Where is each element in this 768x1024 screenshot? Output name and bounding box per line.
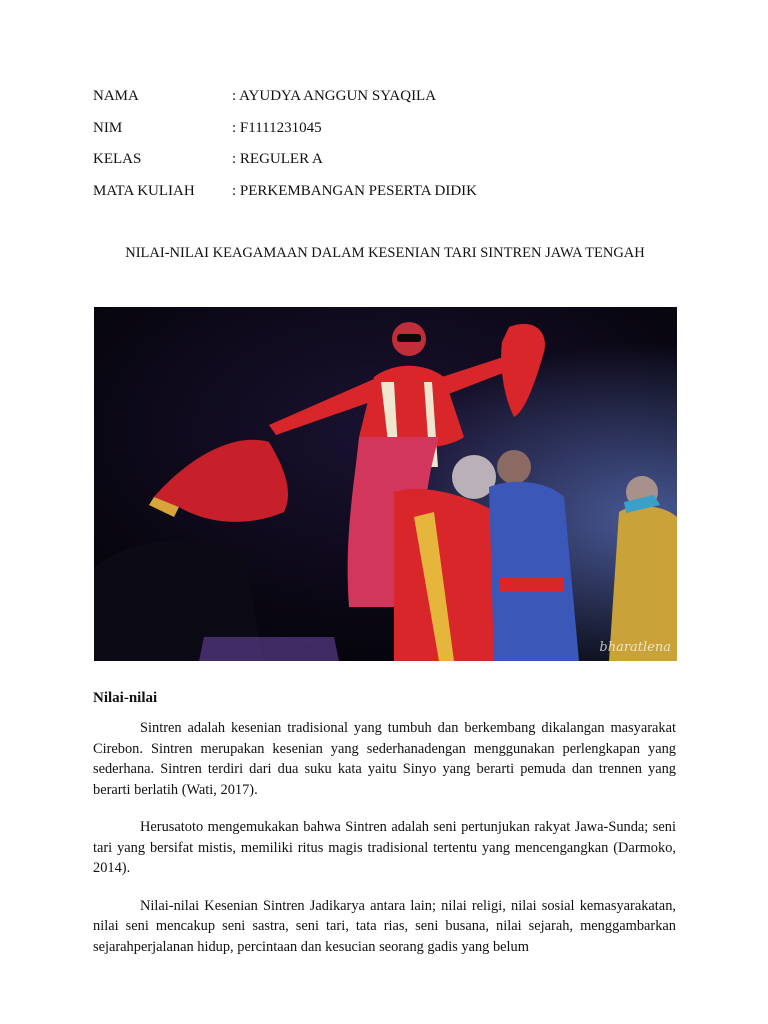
section-heading: Nilai-nilai	[93, 690, 158, 706]
paragraph: Nilai-nilai Kesenian Sintren Jadikarya antara lain; nilai religi, nilai sosial kemasyarakatan, nilai seni mencakup seni sastra, seni tari, tata rias, seni busana, nilai sejarah, menggambarkan sejarahperjalanan hidup, percintaan dan kesucian seorang gadis yang belum	[93, 897, 676, 955]
document-title: NILAI-NILAI KEAGAMAAN DALAM KESENIAN TARI SINTREN JAWA TENGAH	[125, 245, 645, 261]
info-row-nim	[93, 118, 693, 150]
sintren-dance-photo	[94, 307, 677, 661]
info-value: : REGULER A	[232, 151, 323, 167]
student-info	[93, 86, 693, 212]
info-value: : F1111231045	[232, 119, 322, 136]
paragraph: Herusatoto mengemukakan bahwa Sintren adalah seni pertunjukan rakyat Jawa-Sunda; seni tari yang bersifat mistis, memiliki ritus magis tradisional tertentu yang mencengangkan (Darmoko, 2014).	[93, 819, 676, 876]
info-label: MATA KULIAH	[93, 182, 195, 199]
paragraph: Sintren adalah kesenian tradisional yang tumbuh dan berkembang dikalangan masyarakat Cirebon. Sintren merupakan kesenian yang sederhanadengan menggunakan perlengkapan yang sederhana. Sintren terdiri dari dua suku kata yaitu Sinyo yang berarti pemuda dan trennen yang berarti berlatih (Wati, 2017).	[93, 720, 676, 798]
info-row-mata-kuliah	[93, 181, 693, 213]
info-label: NIM	[93, 119, 123, 136]
body-text	[93, 718, 676, 974]
info-value: : AYUDYA ANGGUN SYAQILA	[232, 88, 437, 104]
info-label: KELAS	[93, 151, 142, 167]
info-row-nama	[93, 86, 693, 118]
info-label: NAMA	[93, 88, 139, 104]
photo-watermark: bharatlena	[599, 640, 671, 655]
info-row-kelas	[93, 149, 693, 181]
info-value: : PERKEMBANGAN PESERTA DIDIK	[232, 182, 477, 199]
